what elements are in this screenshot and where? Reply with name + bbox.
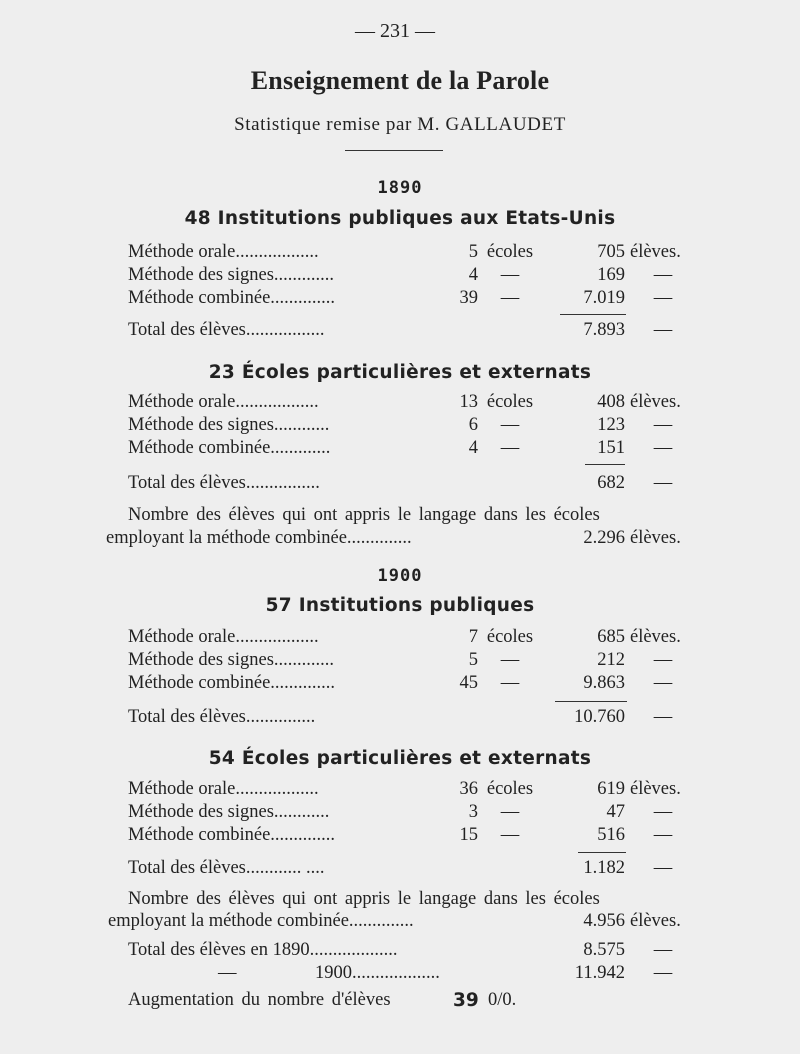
table-row [0, 825, 800, 849]
table-row [0, 438, 800, 462]
summary-unit: — [653, 963, 673, 983]
school-unit: — [500, 288, 520, 308]
table-row [0, 242, 800, 266]
school-unit: — [500, 438, 520, 458]
student-count: 151 [597, 438, 625, 458]
table-row [0, 392, 800, 416]
school-unit: écoles [486, 627, 534, 647]
section-heading-public-1890: 48 Institutions publiques aux Etats-Unis [184, 208, 616, 229]
student-count: 9.863 [583, 673, 625, 693]
table-row [0, 673, 800, 697]
student-unit: élèves. [630, 627, 681, 647]
school-count: 45 [459, 673, 478, 693]
total-row [0, 473, 800, 497]
student-count: 516 [597, 825, 625, 845]
increase-prefix: Augmentation du nombre d'élèves [128, 990, 391, 1010]
student-unit: élèves. [630, 779, 681, 799]
student-count: 212 [597, 650, 625, 670]
summary-unit: — [653, 940, 673, 960]
note-value: 4.956 [583, 911, 625, 931]
student-unit: — [653, 673, 673, 693]
total-row [0, 858, 800, 882]
table-row [0, 802, 800, 826]
table-row [0, 650, 800, 674]
increase-row [0, 990, 800, 1014]
total-label: Total des élèves............... [128, 707, 316, 727]
note-value: 2.296 [583, 528, 625, 548]
student-unit: — [653, 650, 673, 670]
summary-row-1890 [0, 940, 800, 964]
year-heading-1900: 1900 [377, 566, 423, 586]
total-value: 7.893 [583, 320, 625, 340]
school-count: 36 [459, 779, 478, 799]
sum-rule [585, 464, 625, 465]
school-count: 6 [468, 415, 478, 435]
row-label: Méthode combinée.............. [128, 673, 336, 693]
student-count: 619 [597, 779, 625, 799]
sum-rule [555, 701, 627, 702]
total-value: 1.182 [583, 858, 625, 878]
section-heading-public-1900: 57 Institutions publiques [265, 595, 535, 616]
total-row [0, 707, 800, 731]
school-count: 15 [459, 825, 478, 845]
page-number: — 231 — [355, 20, 435, 42]
total-value: 682 [597, 473, 625, 493]
increase-suffix: 0/0. [488, 990, 517, 1010]
school-unit: — [500, 802, 520, 822]
row-label: Méthode combinée............. [128, 438, 331, 458]
student-unit: — [653, 438, 673, 458]
total-value: 10.760 [574, 707, 625, 727]
note-unit: élèves. [630, 528, 681, 548]
table-row [0, 415, 800, 439]
total-unit: — [653, 858, 673, 878]
sum-rule [560, 314, 626, 315]
summary-value: 8.575 [583, 940, 625, 960]
table-row [0, 265, 800, 289]
total-unit: — [653, 320, 673, 340]
school-unit: — [500, 265, 520, 285]
page-title: Enseignement de la Parole [250, 66, 550, 95]
school-count: 5 [468, 242, 478, 262]
student-count: 123 [597, 415, 625, 435]
table-row [0, 779, 800, 803]
student-count: 47 [606, 802, 625, 822]
student-unit: — [653, 825, 673, 845]
student-count: 408 [597, 392, 625, 412]
page-subtitle: Statistique remise par M. GALLAUDET [234, 114, 566, 135]
row-label: Méthode orale.................. [128, 779, 319, 799]
table-row [0, 627, 800, 651]
section-heading-private-1900: 54 Écoles particulières et externats [208, 748, 592, 769]
school-count: 3 [468, 802, 478, 822]
row-label: Méthode des signes............. [128, 650, 335, 670]
summary-prefix: — [218, 963, 237, 983]
student-unit: élèves. [630, 242, 681, 262]
student-unit: élèves. [630, 392, 681, 412]
row-label: Méthode combinée.............. [128, 825, 336, 845]
student-count: 169 [597, 265, 625, 285]
student-unit: — [653, 802, 673, 822]
school-count: 7 [468, 627, 478, 647]
student-unit: — [653, 288, 673, 308]
sum-rule [578, 852, 626, 853]
row-label: Méthode orale.................. [128, 242, 319, 262]
summary-label: Total des élèves en 1890................... [128, 940, 398, 960]
section-heading-private-1890: 23 Écoles particulières et externats [208, 362, 592, 383]
increase-value: 39 [453, 990, 479, 1011]
total-label: Total des élèves............ .... [128, 858, 325, 878]
school-count: 4 [468, 265, 478, 285]
row-label: Méthode des signes............ [128, 802, 330, 822]
note-line-2: employant la méthode combinée.............. [106, 528, 412, 548]
table-row [0, 288, 800, 312]
school-count: 39 [459, 288, 478, 308]
total-unit: — [653, 473, 673, 493]
school-unit: — [500, 650, 520, 670]
row-label: Méthode orale.................. [128, 392, 319, 412]
year-heading-1890: 1890 [377, 178, 423, 198]
student-count: 7.019 [583, 288, 625, 308]
row-label: Méthode des signes............ [128, 415, 330, 435]
note-unit: élèves. [630, 911, 681, 931]
student-unit: — [653, 265, 673, 285]
school-unit: écoles [486, 779, 534, 799]
school-unit: écoles [486, 242, 534, 262]
total-label: Total des élèves................. [128, 320, 325, 340]
row-label: Méthode des signes............. [128, 265, 335, 285]
school-count: 4 [468, 438, 478, 458]
note-line-1: Nombre des élèves qui ont appris le langage dans les écoles [128, 889, 600, 909]
summary-label: 1900................... [315, 963, 440, 983]
school-unit: écoles [486, 392, 534, 412]
summary-row-1900 [0, 963, 800, 987]
student-count: 705 [597, 242, 625, 262]
student-count: 685 [597, 627, 625, 647]
total-row [0, 320, 800, 344]
school-count: 13 [459, 392, 478, 412]
summary-value: 11.942 [574, 963, 625, 983]
student-unit: — [653, 415, 673, 435]
school-unit: — [500, 825, 520, 845]
note-line-2: employant la méthode combinée.............. [108, 911, 414, 931]
school-unit: — [500, 415, 520, 435]
title-divider [345, 150, 443, 151]
total-unit: — [653, 707, 673, 727]
row-label: Méthode combinée.............. [128, 288, 336, 308]
note-row [0, 911, 800, 935]
school-unit: — [500, 673, 520, 693]
row-label: Méthode orale.................. [128, 627, 319, 647]
school-count: 5 [468, 650, 478, 670]
total-label: Total des élèves................ [128, 473, 320, 493]
note-line-1: Nombre des élèves qui ont appris le langage dans les écoles [128, 505, 600, 525]
note-row [0, 528, 800, 552]
